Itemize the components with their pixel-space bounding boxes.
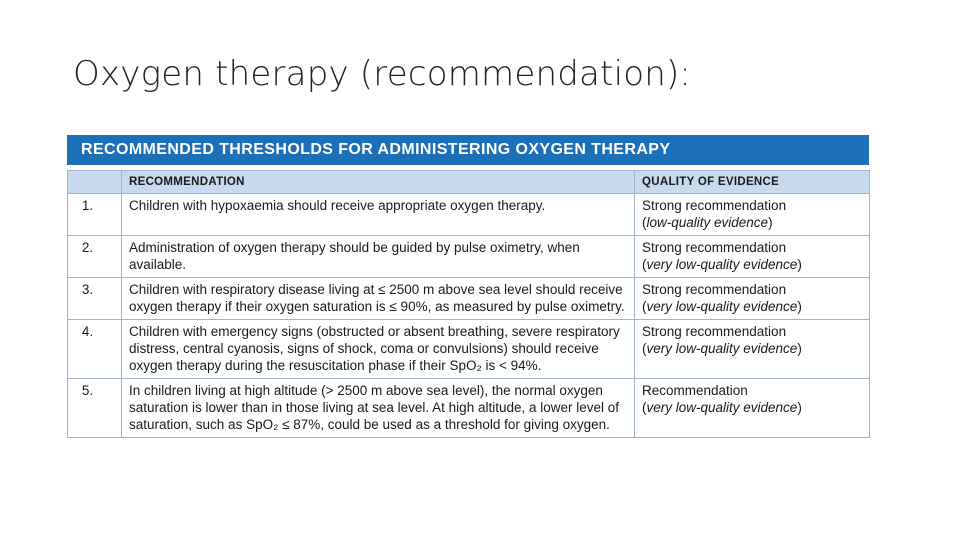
row-quality: Recommendation (very low-quality evidence) — [635, 379, 870, 438]
row-number: 4. — [68, 320, 122, 379]
row-evidence: very low-quality evidence — [646, 299, 798, 314]
header-quality: QUALITY OF EVIDENCE — [635, 171, 870, 194]
row-quality: Strong recommendation (very low-quality evidence) — [635, 320, 870, 379]
table-row — [68, 236, 870, 278]
row-evidence: very low-quality evidence — [646, 341, 798, 356]
row-recommendation: Children with hypoxaemia should receive appropriate oxygen therapy. — [122, 194, 635, 236]
row-recommendation: In children living at high altitude (> 2500 m above sea level), the normal oxygen saturation is lower than in those living at sea level. At high altitude, a lower level of saturation, such as SpO₂ ≤ 87%, could be used as a threshold for giving oxygen. — [122, 379, 635, 438]
table-row — [68, 278, 870, 320]
header-recommendation: RECOMMENDATION — [122, 171, 635, 194]
recommendations-table — [67, 170, 870, 438]
row-evidence: very low-quality evidence — [646, 257, 798, 272]
row-strength: Strong recommendation — [642, 324, 787, 339]
row-strength: Strong recommendation — [642, 240, 787, 255]
row-recommendation: Administration of oxygen therapy should be guided by pulse oximetry, when available. — [122, 236, 635, 278]
row-number: 1. — [68, 194, 122, 236]
slide-title: Oxygen therapy (recommendation): — [73, 54, 692, 94]
row-recommendation: Children with respiratory disease living at ≤ 2500 m above sea level should receive oxygen therapy if their oxygen saturation is ≤ 90%, as measured by pulse oximetry. — [122, 278, 635, 320]
table-header-row — [68, 171, 870, 194]
recommendations-table-panel — [67, 135, 869, 438]
row-recommendation: Children with emergency signs (obstructed or absent breathing, severe respiratory distress, central cyanosis, signs of shock, coma or convulsions) should receive oxygen therapy during the resuscitation phase if their SpO₂ is < 94%. — [122, 320, 635, 379]
row-number: 3. — [68, 278, 122, 320]
row-evidence: very low-quality evidence — [646, 400, 798, 415]
table-row — [68, 379, 870, 438]
table-banner: RECOMMENDED THRESHOLDS FOR ADMINISTERING OXYGEN THERAPY — [67, 135, 869, 165]
header-number — [68, 171, 122, 194]
row-evidence: low-quality evidence — [646, 215, 769, 230]
table-row — [68, 194, 870, 236]
row-strength: Strong recommendation — [642, 282, 787, 297]
row-strength: Recommendation — [642, 383, 748, 398]
row-number: 2. — [68, 236, 122, 278]
table-row — [68, 320, 870, 379]
row-strength: Strong recommendation — [642, 198, 787, 213]
row-quality: Strong recommendation (very low-quality evidence) — [635, 236, 870, 278]
row-number: 5. — [68, 379, 122, 438]
row-quality: Strong recommendation (low-quality evidence) — [635, 194, 870, 236]
row-quality: Strong recommendation (very low-quality evidence) — [635, 278, 870, 320]
